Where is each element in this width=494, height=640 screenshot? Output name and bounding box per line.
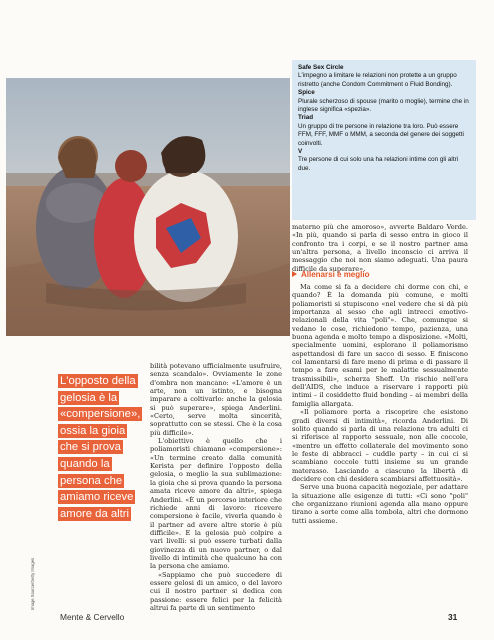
pull-quote bbox=[58, 373, 140, 522]
glossary-term: Spice bbox=[298, 89, 315, 97]
glossary-box bbox=[292, 60, 476, 220]
article-paragraph: Ma come si fa a decidere chi dorme con chi, e quando? È la domanda più comune, e molti poliamoristi si stupiscono «nel vedere che si dà più importanza al sesso che agli intrecci emotivo-relazionali della vita "poli"». Che, comunque si vedano le cose, richiedono tempo, pazienza, una buona agenda e molto tempo a disposizione. «Molti, specialmente uomini, esplorano il poliamorismo aspettandosi di fare un sacco di sesso. E finiscono col lamentarsi di fare meno di prima e di passare il tempo a fare esami per le malattie sessualmente trasmissibili», scherza Sheff. Un rischio nell'era dell'AIDS, che induce a riservare i rapporti più intimi – il cosiddetto fluid bonding – ai membri della famiglia allargata. bbox=[292, 283, 468, 408]
article-paragraph: «Il poliamore porta a riscoprire che esistono gradi diversi di intimità», ricorda Anderlini. Di solito quando si parla di una relazione tra adulti ci si riferisce al rapporto sessuale, non alle coccole, «mentre un effetto collaterale del movimento sono le feste di abbracci – cuddle party – in cui ci si scambiano coccole tutti insieme su un grande materasso. Lasciando a ciascuno la libertà di decidere con chi desidera scambiarsi affettuosità». bbox=[292, 408, 468, 483]
pull-quote-line: gelosia è la bbox=[60, 391, 118, 404]
pull-quote-line: amore da altri bbox=[60, 507, 130, 520]
pull-quote-line: L'opposto della bbox=[60, 375, 136, 387]
article-column-right-top bbox=[292, 223, 468, 273]
glossary-definition: Plurale scherzoso di spouse (marito o moglie), termine che in inglese significa «spezia». bbox=[298, 97, 469, 114]
subheading-text: Allenarsi è meglio bbox=[301, 270, 370, 279]
glossary-term: Safe Sex Circle bbox=[298, 64, 344, 71]
glossary-definition: Tre persone di cui solo una ha relazioni intime con gli altri due. bbox=[298, 156, 459, 172]
pull-quote-line: amiamo riceve bbox=[60, 491, 134, 504]
pull-quote-line: che si prova bbox=[60, 441, 121, 454]
article-paragraph: «Sappiamo che può succedere di essere gelosi di un amico, o del lavoro cui il nostro partner si dedica con passione: essere felici per la felicità altrui fa parte di un sentimento bbox=[150, 570, 282, 612]
glossary-term: Triad bbox=[298, 114, 314, 122]
pull-quote-line: ossia la gioia bbox=[60, 424, 126, 437]
article-paragraph: bilità potevano ufficialmente usufruire, senza scandalo». Ovviamente le zone d'ombra non mancano: «L'amore è un arte, non un istinto, e bisogna imparare a coltivarlo: anche la gelosia si può superare», spiega Anderlini. «Certo, serve molta sincerità, soprattutto con se stessi. Che è la cosa più difficile». bbox=[150, 362, 282, 437]
glossary-definition: Un gruppo di tre persone in relazione tra loro. Può essere FFM, FFF, MMF o MMM, a seconda del genere dei soggetti coinvolti. bbox=[298, 122, 464, 147]
article-paragraph: materno più che amoroso», avverte Baldaro Verde. «In più, quando si parla di sesso entra in gioco il confronto tra i corpi, e se il nostro partner ama un'altra persona, a livello inconscio ci arriva il messaggio che noi non siamo adeguati. Una paura difficile da superare». bbox=[292, 223, 468, 273]
article-paragraph: L'obiettivo è quello che i poliamoristi chiamano «compersione»: «Un termine creato dalla comunità Kerista per definire l'opposto della gelosia, o meglio la sua sublimazione: la gioia che si prova quando la persona amata riceve amore da altri», spiega Anderlini. «È un percorso interiore che richiede anni di lavoro: ricevere compersione è facile, viverla quando è il partner ad avere altre storie è più difficile». E la gelosia può colpire a vari livelli: si può essere turbati dalla giovinezza di un nuovo partner, o dal livello di intimità che qualcuno ha con la persona che amiamo. bbox=[150, 437, 282, 571]
glossary-term: V bbox=[298, 148, 303, 156]
glossary-definition: L'impegno a limitare le relazioni non protette a un gruppo ristretto (anche Condom Commitment o Fluid Bonding). bbox=[298, 72, 457, 88]
article-column-right bbox=[292, 283, 468, 525]
pull-quote-line: «compersione», bbox=[60, 408, 141, 421]
article-paragraph: Serve una buona capacità negoziale, per adattare la situazione alle esigenze di tutti: «Ci sono "poli" che organizzano riunioni agenda alla mano oppure tirano a sorte come alla tombola, altri che dormono tutti assieme. bbox=[292, 483, 468, 525]
page-number: 31 bbox=[448, 612, 458, 622]
article-column-middle bbox=[150, 362, 282, 612]
triangle-bullet-icon bbox=[292, 271, 297, 277]
pull-quote-line: persona che bbox=[60, 474, 123, 487]
magazine-name: Mente & Cervello bbox=[60, 612, 125, 622]
photo-illustration bbox=[6, 78, 290, 336]
section-subheading bbox=[292, 270, 468, 280]
pull-quote-line: quando la bbox=[60, 457, 110, 470]
photo-credit: Image Source/Getty Images bbox=[30, 557, 35, 610]
photo-three-people-beach bbox=[6, 78, 290, 336]
